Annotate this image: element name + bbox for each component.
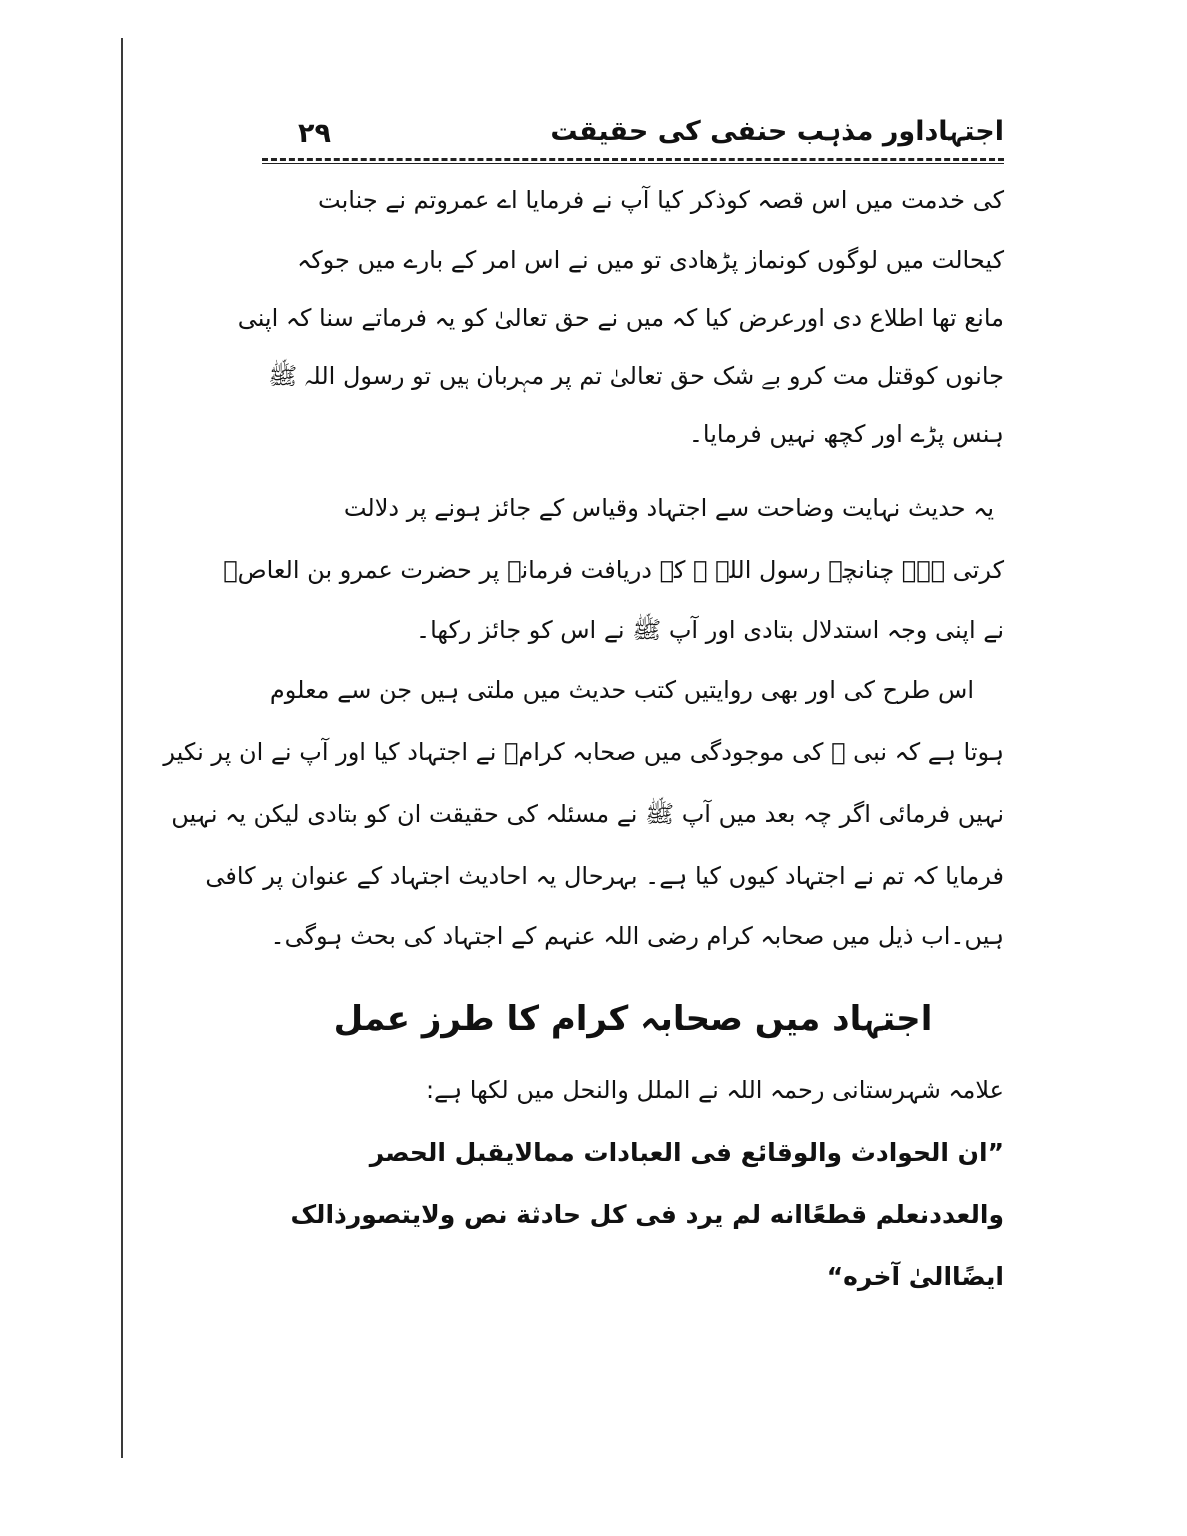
text-line: کیحالت میں لوگوں کونماز پڑھادی تو میں نے اس امر کے بارے میں جوکہ [297,246,1004,274]
book-page [163,110,1004,1291]
text-line: کرتی ہے۔ چنانچہ رسول اللہ ﷺ کے دریافت فرمانے پر حضرت عمرو بن العاصؓ [223,556,1004,584]
arabic-quote-line: ”ان الحوادث والوقائع فی العبادات ممالایقبل الحصر [369,1138,1004,1167]
intro-line: علامہ شہرستانی رحمہ اللہ نے الملل والنحل میں لکھا ہے: [425,1076,1004,1104]
page-header [262,110,1004,156]
arabic-quote-line: والعددنعلم قطعًاانه لم یرد فی کل حادثة نص ولایتصورذالک [290,1200,1004,1229]
text-line: ہنس پڑے اور کچھ نہیں فرمایا۔ [688,420,1004,448]
text-line: ہیں۔اب ذیل میں صحابہ کرام رضی اللہ عنہم کے اجتہاد کی بحث ہوگی۔ [270,922,1004,950]
text-line: نہیں فرمائی اگر چہ بعد میں آپ ﷺ نے مسئلہ کی حقیقت ان کو بتادی لیکن یہ نہیں [171,800,1004,828]
text-line: کی خدمت میں اس قصہ کوذکر کیا آپ نے فرمایا اے عمروتم نے جنابت [318,186,1004,214]
header-rule [262,158,1004,161]
text-line: ہوتا ہے کہ نبی ﷺ کی موجودگی میں صحابہ کرامؓ نے اجتہاد کیا اور آپ نے ان پر نکیر [163,738,1004,766]
text-line: مانع تھا اطلاع دی اورعرض کیا کہ میں نے حق تعالیٰ کو یہ فرماتے سنا کہ اپنی [237,304,1004,332]
text-line: یہ حدیث نہایت وضاحت سے اجتہاد وقیاس کے جائز ہونے پر دلالت [343,494,994,522]
arabic-quote-line: ایضًاالیٰ آخره“ [826,1262,1004,1291]
page-binding-line [121,38,123,1458]
text-line: جانوں کوقتل مت کرو بے شک حق تعالیٰ تم پر مہربان ہیں تو رسول اللہ ﷺ [268,362,1004,390]
header-rule-thin [262,163,1004,164]
text-line: اس طرح کی اور بھی روایتیں کتب حدیث میں ملتی ہیں جن سے معلوم [269,676,974,704]
running-title: اجتہاداور مذہب حنفی کی حقیقت [550,116,1004,147]
text-line: فرمایا کہ تم نے اجتہاد کیوں کیا ہے۔ بہرحال یہ احادیث اجتہاد کے عنوان پر کافی [205,862,1004,890]
text-line: نے اپنی وجہ استدلال بتادی اور آپ ﷺ نے اس کو جائز رکھا۔ [416,616,1004,644]
section-heading: اجتہاد میں صحابہ کرام کا طرز عمل [333,999,933,1039]
page-number: ۲۹ [298,118,331,149]
